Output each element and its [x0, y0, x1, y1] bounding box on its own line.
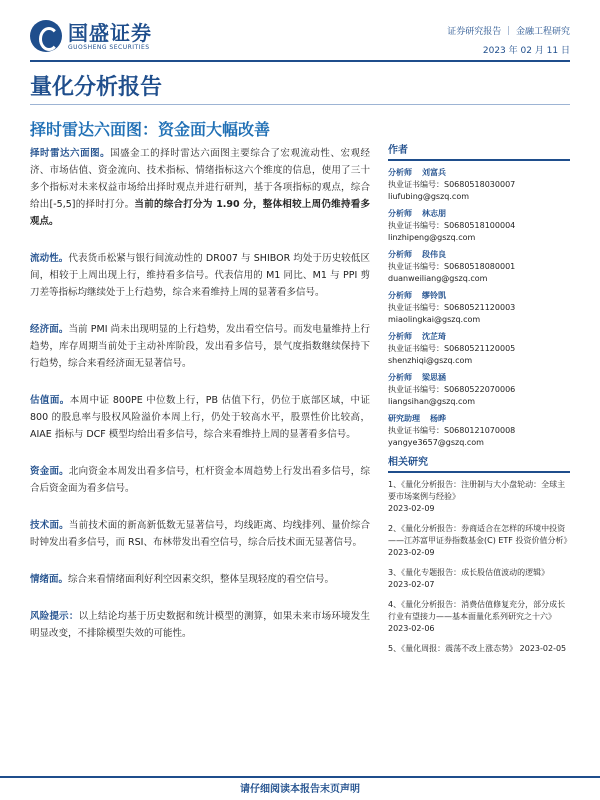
author-name: 段伟良	[422, 250, 446, 259]
author-role: 分析师	[388, 291, 412, 300]
related-item[interactable]	[388, 567, 570, 591]
paragraph-key: 流动性。	[30, 253, 69, 264]
related-date: 2023-02-09	[388, 548, 435, 557]
paragraph-text: 国盛金工的择时雷达六面图主要综合了宏观流动性、宏观经济、市场估值、资金流向、技术指标、情绪指标这六个维度的信息，使用了三十多个指标对未来权益市场给出择时观点并进行研判，基于各项指标的观点，综合给出[-5,5]的择时打分。	[30, 148, 370, 210]
author-entry	[388, 208, 570, 244]
author-entry	[388, 413, 570, 449]
report-category: 证券研究报告 ｜ 金融工程研究	[447, 27, 570, 37]
risk-warning	[30, 608, 370, 642]
paragraph-key: 资金面。	[30, 466, 69, 477]
header-rule	[30, 60, 570, 62]
author-email[interactable]: miaolingkai@gszq.com	[388, 315, 481, 324]
author-email[interactable]: duanweiliang@gszq.com	[388, 274, 488, 283]
author-entry	[388, 249, 570, 285]
related-date: 2023-02-07	[388, 580, 435, 589]
related-item[interactable]	[388, 643, 570, 655]
related-title[interactable]: 2、《量化分析报告：券商适合在怎样的环境中投资——江苏富甲证券指数基金(C) ETF 投资价值分析》	[388, 524, 572, 545]
paragraph	[30, 517, 370, 551]
author-email[interactable]: liufubing@gszq.com	[388, 192, 470, 201]
author-email[interactable]: liangsihan@gszq.com	[388, 397, 476, 406]
paragraph-highlight: 当前的综合打分为 1.90 分，整体相较上周仍维持看多观点。	[30, 199, 370, 227]
paragraph-key: 估值面。	[30, 395, 70, 406]
brand-logo	[30, 20, 152, 52]
related-date: 2023-02-06	[388, 624, 435, 633]
brand-name-en: GUOSHENG SECURITIES	[68, 43, 150, 51]
paragraph	[30, 321, 370, 372]
author-role: 研究助理	[388, 414, 420, 423]
author-role: 分析师	[388, 250, 412, 259]
authors-heading: 作者	[388, 145, 570, 161]
paragraph	[30, 145, 370, 230]
author-role: 分析师	[388, 373, 412, 382]
logo-icon	[30, 20, 62, 52]
author-email[interactable]: yangye3657@gszq.com	[388, 438, 484, 447]
paragraph-key: 择时雷达六面图。	[30, 148, 111, 159]
author-cert: 执业证书编号：S0680521120003	[388, 303, 516, 312]
author-name: 刘富兵	[422, 168, 446, 177]
author-entry	[388, 290, 570, 326]
paragraph-text: 代表货币松紧与银行间流动性的 DR007 与 SHIBOR 均处于历史较低区间，相较于上周出现上行，维持看多信号。代表信用的 M1 同比、M1 与 PPI 剪刀差等指标均继续处于上行趋势，综合来看维持上周的显著看多信号。	[30, 253, 370, 298]
paragraph	[30, 392, 370, 443]
author-entry	[388, 331, 570, 367]
related-date: 2023-02-09	[388, 504, 435, 513]
related-item[interactable]	[388, 479, 570, 515]
author-cert: 执业证书编号：S0680521120005	[388, 344, 516, 353]
related-item[interactable]	[388, 599, 570, 635]
paragraph-text: 综合来看情绪面利好利空因素交织，整体呈现轻度的看空信号。	[68, 574, 335, 585]
author-role: 分析师	[388, 168, 412, 177]
author-name: 杨晔	[430, 414, 446, 423]
author-role: 分析师	[388, 332, 412, 341]
paragraph-text: 北向资金本周发出看多信号，杠杆资金本周趋势上行发出看多信号，综合后资金面为看多信号。	[30, 466, 370, 494]
footer-disclaimer: 请仔细阅读本报告末页声明	[240, 784, 360, 795]
related-title[interactable]: 5、《量化周报：震荡不改上涨态势》	[388, 644, 518, 653]
paragraph-text: 当前技术面的新高新低数无显著信号，均线距离、均线排列、量价综合时钟发出看多信号，而 RSI、布林带发出看空信号，综合后技术面无显著信号。	[30, 520, 370, 548]
title-rule	[30, 104, 570, 105]
brand-name: 国盛证券	[68, 20, 152, 45]
author-cert: 执业证书编号：S0680121070008	[388, 426, 516, 435]
paragraph	[30, 463, 370, 497]
paragraph	[30, 571, 370, 588]
author-cert: 执业证书编号：S0680518030007	[388, 180, 516, 189]
author-cert: 执业证书编号：S0680522070006	[388, 385, 516, 394]
author-cert: 执业证书编号：S0680518080001	[388, 262, 516, 271]
paragraph-text: 以上结论均基于历史数据和统计模型的测算，如果未来市场环境发生明显改变，不排除模型失效的可能性。	[30, 611, 370, 639]
related-title[interactable]: 3、《量化专题报告：成长股估值波动的逻辑》	[388, 568, 550, 577]
sidebar	[388, 145, 570, 663]
author-name: 沈芷琦	[422, 332, 446, 341]
related-item[interactable]	[388, 523, 570, 559]
related-title[interactable]: 1、《量化分析报告：注册制与大小盘轮动：全球主要市场案例与经验》	[388, 480, 566, 501]
paragraph-key: 经济面。	[30, 324, 69, 335]
paragraph-key: 情绪面。	[30, 574, 69, 585]
related-heading: 相关研究	[388, 457, 570, 473]
related-date: 2023-02-05	[519, 644, 567, 653]
author-entry	[388, 372, 570, 408]
author-name: 缪铃凯	[422, 291, 446, 300]
paragraph-text: 当前 PMI 尚未出现明显的上行趋势，发出看空信号。而发电量维持上行趋势，库存周期当前处于主动补库阶段，发出看多信号，景气度指数继续保持下行趋势，综合来看经济面无显著信号。	[30, 324, 370, 369]
footer-rule	[0, 776, 600, 778]
page-title: 择时雷达六面图：资金面大幅改善	[30, 120, 271, 139]
paragraph-key: 风险提示：	[30, 611, 79, 622]
related-title[interactable]: 4、《量化分析报告：消费估值修复充分，部分成长行业有望接力——基本面量化系列研究之十六》	[388, 600, 566, 621]
report-type: 量化分析报告	[30, 75, 163, 100]
author-cert: 执业证书编号：S0680518100004	[388, 221, 516, 230]
report-date: 2023 年 02 月 11 日	[482, 46, 570, 56]
author-role: 分析师	[388, 209, 412, 218]
author-email[interactable]: shenzhiqi@gszq.com	[388, 356, 473, 365]
author-name: 林志朋	[422, 209, 446, 218]
paragraph-text: 本周中证 800PE 中位数上行，PB 估值下行，仍位于底部区域，中证 800 的股息率与股权风险溢价本周上行，仍处于较高水平，股票性价比较高，AIAE 指标与 DCF 模型均给出看多信号，综合来看维持上周的显著看多信号。	[30, 395, 370, 440]
author-email[interactable]: linzhipeng@gszq.com	[388, 233, 476, 242]
paragraph-key: 技术面。	[30, 520, 69, 531]
summary-body	[30, 145, 370, 662]
author-name: 梁思涵	[422, 373, 446, 382]
author-entry	[388, 167, 570, 203]
paragraph	[30, 250, 370, 301]
